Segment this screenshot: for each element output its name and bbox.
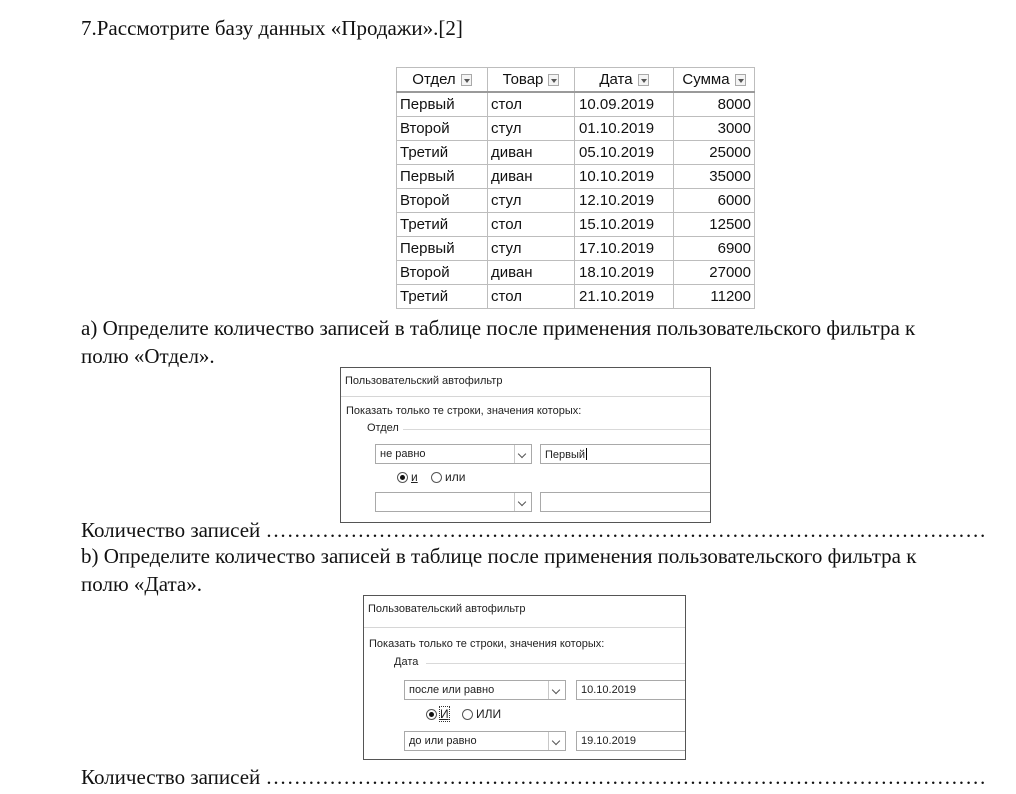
table-row xyxy=(397,117,755,141)
radio-or-label: или xyxy=(445,470,466,484)
column-label: Отдел xyxy=(412,71,456,88)
dialog-field-name: Отдел xyxy=(367,422,399,434)
logic-radio-group xyxy=(397,470,465,484)
value2-text: 19.10.2019 xyxy=(581,735,637,747)
radio-and[interactable] xyxy=(426,707,449,721)
cell-summa[interactable]: 12500 xyxy=(674,213,755,237)
column-header-otdel[interactable] xyxy=(397,68,488,93)
condition2-value: до или равно xyxy=(409,735,477,747)
table-row xyxy=(397,165,755,189)
condition2-select[interactable] xyxy=(375,492,532,512)
dialog-prompt: Показать только те строки, значения которых: xyxy=(346,405,582,417)
sales-table xyxy=(396,67,755,309)
cell-data[interactable]: 12.10.2019 xyxy=(575,189,674,213)
chevron-down-icon[interactable] xyxy=(548,681,565,699)
group-separator xyxy=(403,429,710,430)
cell-summa[interactable]: 27000 xyxy=(674,261,755,285)
answer-a xyxy=(81,518,986,542)
cell-data[interactable]: 18.10.2019 xyxy=(575,261,674,285)
cell-otdel[interactable]: Второй xyxy=(397,117,488,141)
group-separator xyxy=(426,663,685,664)
column-label: Сумма xyxy=(682,71,730,88)
task-title: 7.Рассмотрите базу данных «Продажи».[2] xyxy=(81,16,463,40)
column-label: Товар xyxy=(502,71,544,88)
condition2-select[interactable] xyxy=(404,731,566,751)
dialog-title-separator xyxy=(341,396,710,397)
radio-unchecked-icon[interactable] xyxy=(431,472,442,483)
condition1-value: после или равно xyxy=(409,684,495,696)
cell-otdel[interactable]: Третий xyxy=(397,213,488,237)
cell-otdel[interactable]: Второй xyxy=(397,261,488,285)
value1-text: Первый xyxy=(545,449,586,461)
cell-tovar[interactable]: стул xyxy=(488,189,575,213)
cell-tovar[interactable]: стол xyxy=(488,213,575,237)
table-row xyxy=(397,237,755,261)
radio-and-label: и xyxy=(411,470,418,484)
cell-otdel[interactable]: Третий xyxy=(397,285,488,309)
table-header-row xyxy=(397,68,755,93)
radio-unchecked-icon[interactable] xyxy=(462,709,473,720)
question-a-text-line1: a) Определите количество записей в таблице после применения пользовательского фильтра к xyxy=(81,316,916,340)
table-row xyxy=(397,141,755,165)
question-a-text-line2: полю «Отдел». xyxy=(81,344,215,368)
chevron-down-icon[interactable] xyxy=(514,445,531,463)
chevron-down-icon[interactable] xyxy=(514,493,531,511)
value1-input[interactable] xyxy=(540,444,710,464)
table-row xyxy=(397,213,755,237)
answer-a-blank[interactable]: ………………………………………………………………………………………… xyxy=(265,518,987,542)
table-row xyxy=(397,189,755,213)
radio-checked-icon[interactable] xyxy=(426,709,437,720)
column-header-tovar[interactable] xyxy=(488,68,575,93)
cell-tovar[interactable]: стол xyxy=(488,92,575,117)
cell-tovar[interactable]: стул xyxy=(488,237,575,261)
chevron-down-icon[interactable] xyxy=(548,732,565,750)
logic-radio-group xyxy=(426,707,501,721)
cell-summa[interactable]: 35000 xyxy=(674,165,755,189)
value2-input[interactable] xyxy=(540,492,710,512)
answer-b-label: Количество записей xyxy=(81,765,266,789)
column-label: Дата xyxy=(599,71,633,88)
cell-data[interactable]: 10.10.2019 xyxy=(575,165,674,189)
cell-tovar[interactable]: стул xyxy=(488,117,575,141)
cell-otdel[interactable]: Третий xyxy=(397,141,488,165)
answer-a-label: Количество записей xyxy=(81,518,266,542)
dialog-field-name: Дата xyxy=(394,656,419,668)
cell-tovar[interactable]: диван xyxy=(488,261,575,285)
cell-tovar[interactable]: диван xyxy=(488,141,575,165)
cell-otdel[interactable]: Второй xyxy=(397,189,488,213)
cell-data[interactable]: 15.10.2019 xyxy=(575,213,674,237)
cell-tovar[interactable]: диван xyxy=(488,165,575,189)
cell-summa[interactable]: 25000 xyxy=(674,141,755,165)
table-row xyxy=(397,92,755,117)
radio-and[interactable] xyxy=(397,470,418,484)
custom-autofilter-dialog-data xyxy=(363,595,686,760)
cell-data[interactable]: 05.10.2019 xyxy=(575,141,674,165)
value2-input[interactable] xyxy=(576,731,685,751)
radio-or[interactable] xyxy=(431,470,465,484)
cell-summa[interactable]: 11200 xyxy=(674,285,755,309)
cell-summa[interactable]: 8000 xyxy=(674,92,755,117)
cell-otdel[interactable]: Первый xyxy=(397,165,488,189)
condition1-select[interactable] xyxy=(404,680,566,700)
cell-data[interactable]: 21.10.2019 xyxy=(575,285,674,309)
filter-dropdown-icon[interactable] xyxy=(461,74,472,86)
condition1-value: не равно xyxy=(380,448,426,460)
cell-data[interactable]: 01.10.2019 xyxy=(575,117,674,141)
custom-autofilter-dialog-otdel xyxy=(340,367,711,523)
question-b-text-line2: полю «Дата». xyxy=(81,572,202,596)
radio-or-label: ИЛИ xyxy=(475,707,502,721)
cell-summa[interactable]: 3000 xyxy=(674,117,755,141)
radio-checked-icon[interactable] xyxy=(397,472,408,483)
answer-b-blank[interactable]: ………………………………………………………………………………………… xyxy=(265,765,987,789)
value1-text: 10.10.2019 xyxy=(581,684,637,696)
cell-tovar[interactable]: стол xyxy=(488,285,575,309)
text-cursor xyxy=(586,448,587,460)
filter-dropdown-icon[interactable] xyxy=(548,74,559,86)
cell-data[interactable]: 17.10.2019 xyxy=(575,237,674,261)
cell-otdel[interactable]: Первый xyxy=(397,92,488,117)
radio-or[interactable] xyxy=(462,707,501,721)
question-b-text-line1: b) Определите количество записей в таблице после применения пользовательского фильтра к xyxy=(81,544,917,568)
radio-and-label: И xyxy=(440,707,449,721)
answer-b xyxy=(81,765,986,789)
condition1-select[interactable] xyxy=(375,444,532,464)
filter-dropdown-icon[interactable] xyxy=(735,74,746,86)
table-row xyxy=(397,261,755,285)
filter-dropdown-icon[interactable] xyxy=(638,74,649,86)
cell-summa[interactable]: 6000 xyxy=(674,189,755,213)
dialog-title: Пользовательский автофильтр xyxy=(368,603,526,615)
column-header-data[interactable] xyxy=(575,68,674,93)
dialog-title-separator xyxy=(364,627,685,628)
cell-data[interactable]: 10.09.2019 xyxy=(575,92,674,117)
dialog-prompt: Показать только те строки, значения которых: xyxy=(369,638,605,650)
column-header-summa[interactable] xyxy=(674,68,755,93)
value1-input[interactable] xyxy=(576,680,685,700)
cell-summa[interactable]: 6900 xyxy=(674,237,755,261)
table-row xyxy=(397,285,755,309)
cell-otdel[interactable]: Первый xyxy=(397,237,488,261)
dialog-title: Пользовательский автофильтр xyxy=(345,375,503,387)
